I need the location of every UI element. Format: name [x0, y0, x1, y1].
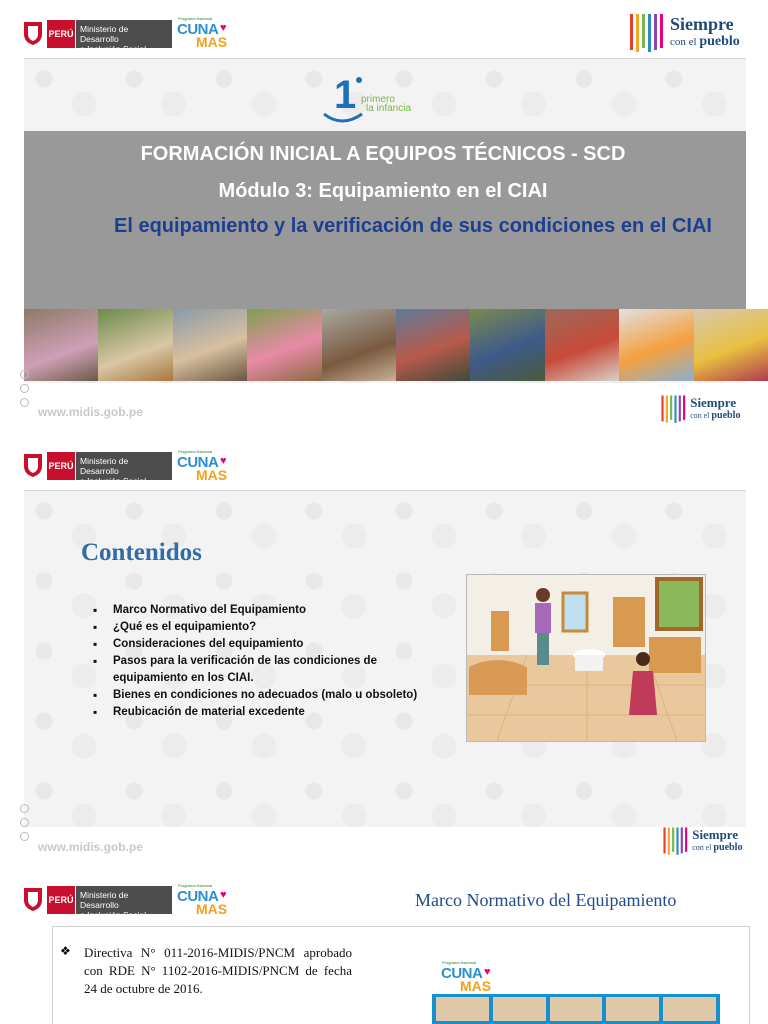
- peru-shield-icon: [22, 452, 44, 478]
- list-item: ▪ Bienes en condiciones no adecuados (malo u obsoleto): [93, 687, 443, 704]
- list-item: ▪ Pasos para la verificación de las condiciones de equipamiento en los CIAI.: [93, 653, 443, 687]
- cuna-word: CUNA: [177, 888, 219, 905]
- cuna-mas-logo: [176, 449, 236, 483]
- ministry-line2: e Inclusión Social: [80, 44, 147, 54]
- ministry-line2: e Inclusión Social: [80, 910, 147, 920]
- cuna-word: CUNA: [441, 965, 483, 982]
- peru-label: PERÚ: [48, 29, 74, 39]
- peru-logo-box: [47, 452, 75, 480]
- photo-child-play: [619, 309, 693, 381]
- contents-list: [93, 602, 443, 721]
- cuna-mas-logo-large: [440, 960, 500, 994]
- mas-word: MAS: [460, 978, 492, 994]
- siempre-logo-footer: [662, 826, 743, 856]
- con-el-pueblo: [690, 410, 740, 422]
- peru-shield-icon: [22, 886, 44, 912]
- photo-strip-small: [432, 994, 720, 1024]
- slide-title-1: FORMACIÓN INICIAL A EQUIPOS TÉCNICOS - SCD: [140, 143, 626, 165]
- pueblo-word: pueblo: [711, 409, 741, 421]
- siempre-logo-footer: [660, 394, 741, 424]
- photo-mother-child: [98, 309, 172, 381]
- classroom-drawing: [467, 575, 705, 741]
- con-el-word: con el: [690, 411, 710, 420]
- slide-3: [0, 864, 768, 1024]
- siempre-bars-icon: [660, 394, 689, 424]
- photo-people: [396, 309, 470, 381]
- ministry-logo: [76, 886, 172, 920]
- con-el-pueblo: [692, 842, 742, 854]
- cuna-program-label: Programa Nacional: [178, 16, 213, 21]
- footer-url: www.midis.gob.pe: [38, 840, 143, 854]
- photo-field: [470, 309, 544, 381]
- list-item: ▪ Marco Normativo del Equipamiento: [93, 602, 443, 619]
- ministry-logo: [76, 20, 172, 54]
- ministry-logo: [76, 452, 172, 486]
- social-icons: [20, 370, 29, 412]
- photo-kids-smiling: [694, 309, 768, 381]
- siempre-word: Siempre: [690, 395, 737, 410]
- cuna-mas-logo: [176, 883, 236, 917]
- photo-street: [322, 309, 396, 381]
- heart-icon: ♥: [220, 22, 227, 34]
- cuna-program-label: Programa Nacional: [178, 449, 213, 454]
- heart-icon: ♥: [220, 455, 227, 467]
- photo-thumb: [493, 997, 546, 1021]
- ministry-line1: Ministerio de Desarrollo: [80, 456, 129, 476]
- classroom-illustration: [466, 574, 706, 742]
- photo-children-room: [545, 309, 619, 381]
- siempre-bars-icon: [662, 826, 691, 856]
- peru-label: PERÚ: [48, 895, 74, 905]
- con-el-pueblo: [670, 34, 740, 50]
- photo-girl-book: [247, 309, 321, 381]
- mas-word: MAS: [196, 901, 228, 917]
- slide-1: [0, 0, 768, 432]
- social-icons: [20, 804, 29, 846]
- heart-icon: ♥: [220, 889, 227, 901]
- mas-word: MAS: [196, 467, 228, 483]
- la-infancia-word: la infancia: [366, 103, 412, 114]
- list-item: ▪ ¿Qué es el equipamiento?: [93, 619, 443, 636]
- siempre-bars-icon: [628, 12, 668, 54]
- peru-label: PERÚ: [48, 461, 74, 471]
- siempre-word: Siempre: [670, 14, 734, 34]
- list-item: ▪ Reubicación de material excedente: [93, 704, 443, 721]
- pueblo-word: pueblo: [699, 34, 740, 49]
- con-el-word: con el: [692, 843, 712, 852]
- ministry-line2: e Inclusión Social: [80, 476, 147, 486]
- ministry-line1: Ministerio de Desarrollo: [80, 24, 129, 44]
- directiva-text: Directiva N° 011-2016-MIDIS/PNCM aprobado con RDE N° 1102-2016-MIDIS/PNCM de fecha 24 de octubre de 2016.: [84, 945, 352, 996]
- list-item: ▪ Consideraciones del equipamiento: [93, 636, 443, 653]
- pueblo-word: pueblo: [713, 841, 743, 853]
- slide-title-2: Módulo 3: Equipamiento en el CIAI: [218, 180, 548, 202]
- cuna-word: CUNA: [177, 454, 219, 471]
- footer-url: www.midis.gob.pe: [38, 405, 143, 419]
- photo-thumb: [606, 997, 659, 1021]
- photo-strip: [24, 309, 768, 381]
- slide-3-title: Marco Normativo del Equipamiento: [415, 890, 677, 910]
- photo-child-reading: [24, 309, 98, 381]
- diamond-bullet-icon: ❖: [60, 944, 71, 958]
- primero-word: primero: [361, 94, 395, 105]
- primero-la-infancia-logo: [322, 66, 432, 126]
- svg-text:1: 1: [334, 73, 357, 117]
- slide-title-3: El equipamiento y la verificación de sus condiciones en el CIAI: [114, 215, 712, 237]
- photo-thumb: [436, 997, 489, 1021]
- siempre-word: Siempre: [692, 827, 739, 842]
- peru-shield-icon: [22, 20, 44, 46]
- photo-thumb: [550, 997, 603, 1021]
- heart-icon: ♥: [484, 966, 491, 978]
- photo-thumb: [663, 997, 716, 1021]
- peru-logo-box: [47, 886, 75, 914]
- peru-logo-box: [47, 20, 75, 48]
- mas-word: MAS: [196, 34, 228, 50]
- cuna-program-label: Programa Nacional: [442, 960, 477, 965]
- siempre-con-el-pueblo-logo: [628, 12, 740, 54]
- cuna-program-label: Programa Nacional: [178, 883, 213, 888]
- con-el-word: con el: [670, 36, 697, 48]
- slide-2: [0, 432, 768, 864]
- photo-group-adults: [173, 309, 247, 381]
- ministry-line1: Ministerio de Desarrollo: [80, 890, 129, 910]
- cuna-word: CUNA: [177, 21, 219, 38]
- cuna-mas-logo: [176, 16, 236, 50]
- contents-heading: Contenidos: [81, 539, 202, 566]
